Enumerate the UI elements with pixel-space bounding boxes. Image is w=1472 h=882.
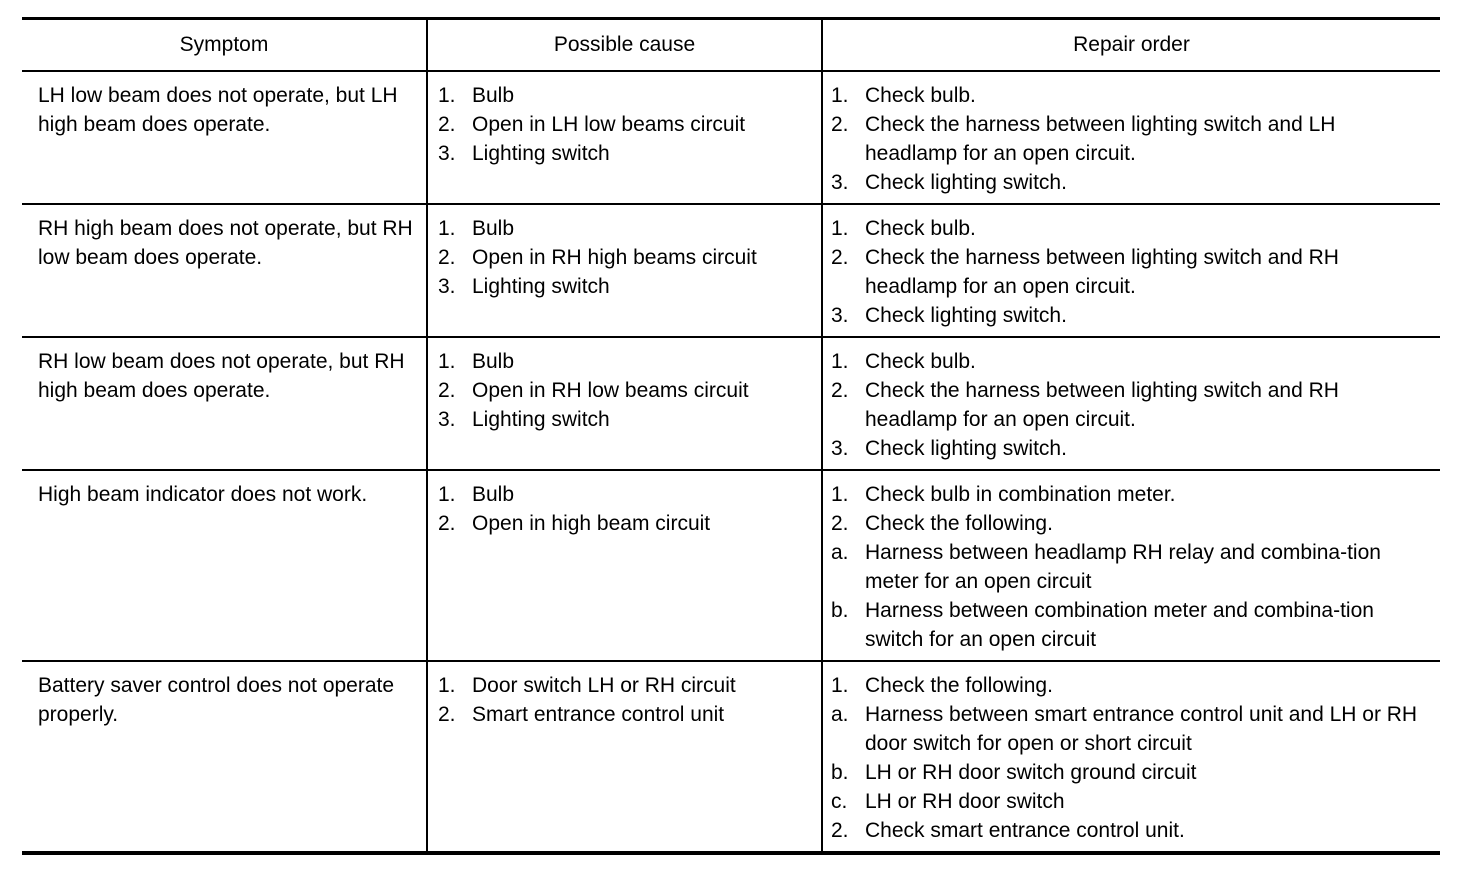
repair-item-text: Check the harness between lighting switch and RH headlamp for an open circuit. [865, 379, 1339, 431]
cause-item [438, 509, 813, 538]
table-row [22, 661, 1440, 853]
repair-item-marker: 1. [831, 674, 849, 697]
repair-item-text: Check lighting switch. [865, 171, 1067, 194]
cause-item-marker: 1. [438, 84, 456, 107]
repair-item-marker: 1. [831, 483, 849, 506]
cause-item-text: Lighting switch [472, 275, 610, 298]
cause-item [438, 243, 813, 272]
repair-item [831, 671, 1432, 700]
cause-item-marker: 2. [438, 379, 456, 402]
cause-item-text: Door switch LH or RH circuit [472, 674, 736, 697]
repair-item-marker: 2. [831, 246, 849, 269]
repair-item [831, 214, 1432, 243]
repair-item-text: Check bulb. [865, 217, 976, 240]
symptom-text: LH low beam does not operate, but LH high beam does operate. [38, 84, 398, 136]
cause-item-marker: 3. [438, 408, 456, 431]
repair-item [831, 758, 1432, 787]
repair-item-text: Harness between headlamp RH relay and combina-tion meter for an open circuit [865, 541, 1381, 593]
repair-item-text: Check smart entrance control unit. [865, 819, 1185, 842]
repair-item [831, 301, 1432, 330]
repair-item-marker: b. [831, 761, 849, 784]
cause-item-text: Bulb [472, 84, 515, 107]
cause-item-text: Open in RH low beams circuit [472, 379, 749, 402]
cause-cell [427, 661, 822, 853]
header-possible-cause: Possible cause [427, 19, 822, 72]
cause-item-text: Open in LH low beams circuit [472, 113, 746, 136]
symptom-cell [22, 337, 427, 470]
cause-item [438, 671, 813, 700]
cause-item-marker: 2. [438, 113, 456, 136]
repair-cell [822, 71, 1440, 204]
symptom-text: Battery saver control does not operate properly. [38, 674, 395, 726]
cause-item [438, 272, 813, 301]
repair-item-marker: a. [831, 703, 849, 726]
repair-cell [822, 337, 1440, 470]
cause-item-marker: 1. [438, 483, 456, 506]
repair-item-text: Check bulb in combination meter. [865, 483, 1176, 506]
repair-item-text: LH or RH door switch ground circuit [865, 761, 1197, 784]
repair-item [831, 787, 1432, 816]
table-row [22, 470, 1440, 661]
cause-item [438, 214, 813, 243]
repair-item-marker: c. [831, 790, 848, 813]
repair-item [831, 509, 1432, 538]
repair-item [831, 81, 1432, 110]
header-repair-order: Repair order [822, 19, 1440, 72]
symptom-cell [22, 204, 427, 337]
repair-item [831, 816, 1432, 845]
cause-item [438, 376, 813, 405]
cause-item-text: Bulb [472, 217, 515, 240]
repair-item-text: LH or RH door switch [865, 790, 1065, 813]
header-row [22, 19, 1440, 72]
cause-cell [427, 337, 822, 470]
repair-item-text: Check bulb. [865, 84, 976, 107]
repair-item [831, 347, 1432, 376]
cause-item [438, 480, 813, 509]
cause-item-text: Lighting switch [472, 142, 610, 165]
table-row [22, 204, 1440, 337]
repair-item [831, 538, 1432, 596]
repair-item-text: Check the harness between lighting switch and LH headlamp for an open circuit. [865, 113, 1336, 165]
cause-item-marker: 1. [438, 674, 456, 697]
repair-item-text: Harness between combination meter and combina-tion switch for an open circuit [865, 599, 1374, 651]
symptom-cell [22, 71, 427, 204]
cause-item [438, 405, 813, 434]
cause-item [438, 110, 813, 139]
cause-item-marker: 2. [438, 512, 456, 535]
cause-item-text: Open in high beam circuit [472, 512, 711, 535]
symptom-cell [22, 661, 427, 853]
cause-item-text: Open in RH high beams circuit [472, 246, 757, 269]
repair-item-marker: a. [831, 541, 849, 564]
cause-item-text: Smart entrance control unit [472, 703, 725, 726]
cause-item-marker: 1. [438, 350, 456, 373]
cause-item-marker: 2. [438, 246, 456, 269]
symptom-cell [22, 470, 427, 661]
table-body [22, 71, 1440, 853]
repair-item-text: Harness between smart entrance control unit and LH or RH door switch for open or short circuit [865, 703, 1418, 755]
cause-item-marker: 1. [438, 217, 456, 240]
cause-item-marker: 3. [438, 142, 456, 165]
symptom-text: RH high beam does not operate, but RH low beam does operate. [38, 217, 413, 269]
cause-cell [427, 71, 822, 204]
table-row [22, 337, 1440, 470]
cause-item [438, 347, 813, 376]
repair-item [831, 168, 1432, 197]
repair-item [831, 700, 1432, 758]
repair-item-marker: 2. [831, 379, 849, 402]
repair-item-text: Check lighting switch. [865, 304, 1067, 327]
repair-item-marker: 3. [831, 171, 849, 194]
table-row [22, 71, 1440, 204]
cause-cell [427, 470, 822, 661]
repair-item [831, 480, 1432, 509]
cause-item [438, 139, 813, 168]
cause-item-text: Lighting switch [472, 408, 610, 431]
cause-cell [427, 204, 822, 337]
repair-item-marker: 3. [831, 304, 849, 327]
cause-item-marker: 3. [438, 275, 456, 298]
cause-item-marker: 2. [438, 703, 456, 726]
diagnosis-table [22, 17, 1440, 855]
repair-item [831, 434, 1432, 463]
header-symptom: Symptom [22, 19, 427, 72]
repair-item-text: Check lighting switch. [865, 437, 1067, 460]
repair-item [831, 596, 1432, 654]
repair-cell [822, 661, 1440, 853]
cause-item-text: Bulb [472, 483, 515, 506]
symptom-text: RH low beam does not operate, but RH high beam does operate. [38, 350, 405, 402]
repair-item-marker: 1. [831, 84, 849, 107]
repair-item-marker: b. [831, 599, 849, 622]
repair-item [831, 376, 1432, 434]
cause-item [438, 81, 813, 110]
repair-item-marker: 2. [831, 512, 849, 535]
cause-item [438, 700, 813, 729]
repair-item-marker: 1. [831, 217, 849, 240]
repair-item-marker: 2. [831, 819, 849, 842]
repair-item-text: Check the following. [865, 674, 1053, 697]
repair-cell [822, 204, 1440, 337]
repair-cell [822, 470, 1440, 661]
repair-item-marker: 3. [831, 437, 849, 460]
cause-item-text: Bulb [472, 350, 515, 373]
symptom-text: High beam indicator does not work. [38, 483, 368, 506]
repair-item-text: Check the harness between lighting switch and RH headlamp for an open circuit. [865, 246, 1339, 298]
repair-item-text: Check bulb. [865, 350, 976, 373]
repair-item [831, 243, 1432, 301]
repair-item-text: Check the following. [865, 512, 1053, 535]
repair-item [831, 110, 1432, 168]
repair-item-marker: 2. [831, 113, 849, 136]
repair-item-marker: 1. [831, 350, 849, 373]
